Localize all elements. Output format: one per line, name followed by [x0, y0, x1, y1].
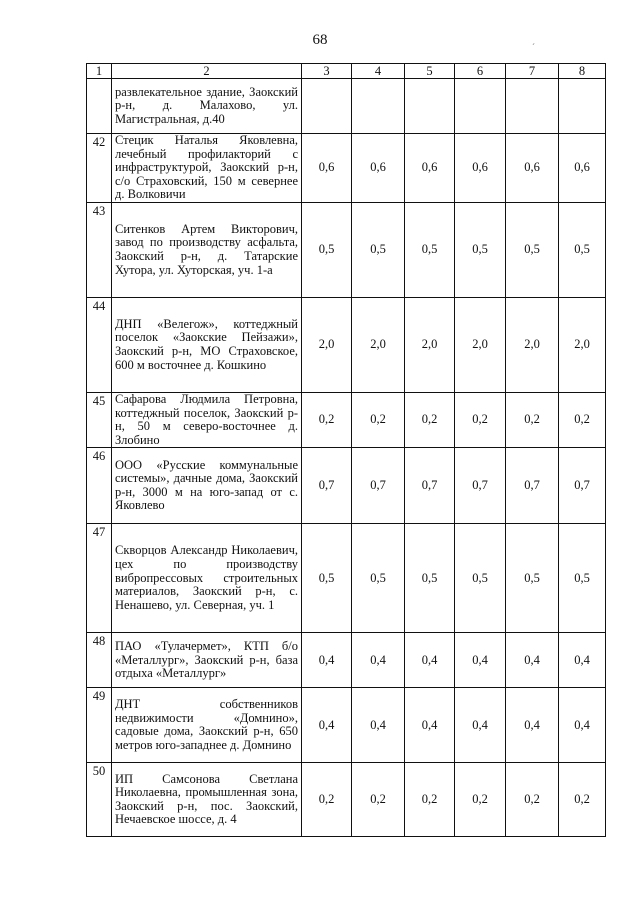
row-value-col-6: 0,2	[455, 392, 506, 447]
row-description: Стецик Наталья Яковлевна, лечебный профилакторий с инфраструктурой, Заокский р-н, с/о Страховский, 150 м севернее д. Волковичи	[112, 134, 302, 203]
scan-mark: ´	[532, 42, 535, 52]
header-cell: 2	[112, 64, 302, 79]
row-value-col-3: 0,6	[302, 134, 352, 203]
row-value-col-5: 0,2	[405, 763, 455, 837]
header-cell: 3	[302, 64, 352, 79]
row-value-col-8: 0,7	[559, 448, 606, 524]
row-value-col-5: 0,5	[405, 202, 455, 297]
row-value-col-7: 0,5	[506, 202, 559, 297]
row-value-col-8: 0,4	[559, 633, 606, 688]
row-value-col-3: 0,2	[302, 763, 352, 837]
header-cell: 1	[87, 64, 112, 79]
row-value-col-6: 0,7	[455, 448, 506, 524]
row-value-col-7: 0,4	[506, 688, 559, 763]
table-row	[87, 202, 606, 297]
row-value-col-7: 0,5	[506, 524, 559, 633]
row-value-col-5: 0,6	[405, 134, 455, 203]
row-value-col-6: 0,2	[455, 763, 506, 837]
row-number: 42	[87, 134, 112, 203]
header-row	[87, 64, 606, 79]
row-value-col-7: 2,0	[506, 297, 559, 392]
row-number: 46	[87, 448, 112, 524]
table-row	[87, 763, 606, 837]
row-value-col-4: 0,2	[352, 763, 405, 837]
row-value-col-8: 0,5	[559, 524, 606, 633]
header-cell: 8	[559, 64, 606, 79]
row-number: 50	[87, 763, 112, 837]
row-value-col-3: 0,4	[302, 633, 352, 688]
row-number: 44	[87, 297, 112, 392]
row-value-col-4: 0,5	[352, 202, 405, 297]
header-cell: 6	[455, 64, 506, 79]
row-value-col-4: 0,4	[352, 633, 405, 688]
row-value-col-7: 0,4	[506, 633, 559, 688]
row-number: 49	[87, 688, 112, 763]
row-value-col-4: 0,2	[352, 392, 405, 447]
row-value-col-3: 0,5	[302, 202, 352, 297]
row-value-col-4: 0,6	[352, 134, 405, 203]
row-number: 43	[87, 202, 112, 297]
header-cell: 7	[506, 64, 559, 79]
row-value-col-4: 0,4	[352, 688, 405, 763]
row-value-col-7: 0,2	[506, 392, 559, 447]
table-row	[87, 688, 606, 763]
row-value-col-5	[405, 79, 455, 134]
row-value-col-3	[302, 79, 352, 134]
row-value-col-5: 0,4	[405, 633, 455, 688]
header-cell: 4	[352, 64, 405, 79]
row-value-col-8: 0,2	[559, 763, 606, 837]
page-number: 68	[312, 32, 328, 48]
row-value-col-6: 0,4	[455, 633, 506, 688]
row-number: 45	[87, 392, 112, 447]
row-value-col-8: 0,4	[559, 688, 606, 763]
row-value-col-8: 0,5	[559, 202, 606, 297]
row-value-col-4	[352, 79, 405, 134]
row-value-col-6: 0,5	[455, 202, 506, 297]
row-value-col-5: 0,5	[405, 524, 455, 633]
row-value-col-5: 0,4	[405, 688, 455, 763]
row-value-col-6	[455, 79, 506, 134]
row-description: Сафарова Людмила Петровна, коттеджный поселок, Заокский р-н, 50 м северо-восточнее д. Злобино	[112, 392, 302, 447]
row-value-col-3: 0,7	[302, 448, 352, 524]
row-description: ИП Самсонова Светлана Николаевна, промышленная зона, Заокский р-н, пос. Заокский, Нечаевское шоссе, д. 4	[112, 763, 302, 837]
row-value-col-6: 0,6	[455, 134, 506, 203]
row-value-col-4: 0,7	[352, 448, 405, 524]
row-value-col-7: 0,7	[506, 448, 559, 524]
row-value-col-4: 2,0	[352, 297, 405, 392]
row-value-col-5: 2,0	[405, 297, 455, 392]
row-value-col-6: 0,4	[455, 688, 506, 763]
table-row	[87, 134, 606, 203]
row-value-col-5: 0,2	[405, 392, 455, 447]
row-number: 47	[87, 524, 112, 633]
row-description: развлекательное здание, Заокский р-н, д. Малахово, ул. Магистральная, д.40	[112, 79, 302, 134]
row-value-col-8: 0,6	[559, 134, 606, 203]
row-description: Ситенков Артем Викторович, завод по производству асфальта, Заокский р-н, д. Татарские Хутора, ул. Хуторская, уч. 1-а	[112, 202, 302, 297]
row-value-col-7	[506, 79, 559, 134]
table-row	[87, 79, 606, 134]
row-value-col-8: 0,2	[559, 392, 606, 447]
row-value-col-8	[559, 79, 606, 134]
row-description: ДНТ собственников недвижимости «Домнино», садовые дома, Заокский р-н, 650 метров юго-западнее д. Домнино	[112, 688, 302, 763]
row-value-col-8: 2,0	[559, 297, 606, 392]
table-row	[87, 297, 606, 392]
row-value-col-3: 2,0	[302, 297, 352, 392]
row-value-col-6: 0,5	[455, 524, 506, 633]
data-table	[86, 63, 606, 837]
table-row	[87, 448, 606, 524]
table-row	[87, 392, 606, 447]
row-description: ДНП «Велегож», коттеджный поселок «Заокские Пейзажи», Заокский р-н, МО Страховское, 600 м восточнее д. Кошкино	[112, 297, 302, 392]
row-description: ООО «Русские коммунальные системы», дачные дома, Заокский р-н, 3000 м на юго-запад от с. Яковлево	[112, 448, 302, 524]
row-value-col-3: 0,5	[302, 524, 352, 633]
row-value-col-3: 0,2	[302, 392, 352, 447]
row-value-col-3: 0,4	[302, 688, 352, 763]
row-value-col-6: 2,0	[455, 297, 506, 392]
row-description: Скворцов Александр Николаевич, цех по производству вибропрессовых строительных материалов, Заокский р-н, с. Ненашево, ул. Северная, уч. 1	[112, 524, 302, 633]
row-number	[87, 79, 112, 134]
table-row	[87, 633, 606, 688]
row-number: 48	[87, 633, 112, 688]
row-description: ПАО «Тулачермет», КТП б/о «Металлург», Заокский р-н, база отдыха «Металлург»	[112, 633, 302, 688]
row-value-col-5: 0,7	[405, 448, 455, 524]
row-value-col-7: 0,2	[506, 763, 559, 837]
table-row	[87, 524, 606, 633]
row-value-col-7: 0,6	[506, 134, 559, 203]
header-cell: 5	[405, 64, 455, 79]
row-value-col-4: 0,5	[352, 524, 405, 633]
